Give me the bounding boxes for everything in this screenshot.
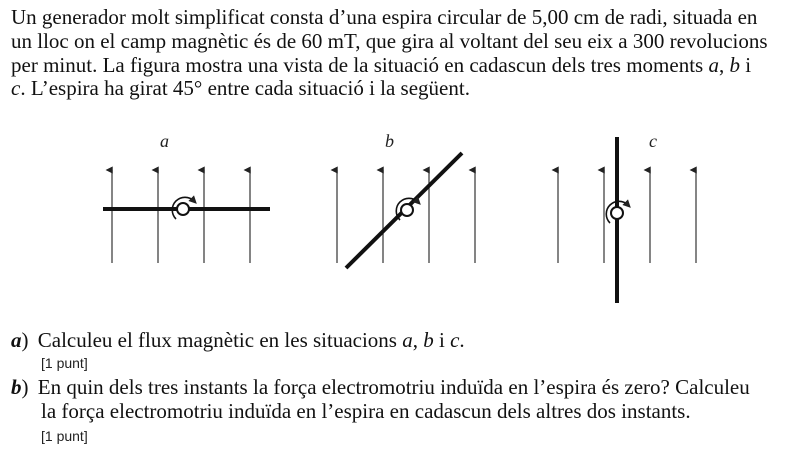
- question-a: a) Calculeu el flux magnètic en les situacions a, b i c.: [11, 328, 465, 352]
- points-b: [1 punt]: [41, 428, 88, 444]
- question-b: b) En quin dels tres instants la força electromotriu induïda en l’espira és zero? Calculeu: [11, 375, 750, 399]
- intro-line-1: Un generador molt simplificat consta d’una espira circular de 5,00 cm de radi, situada en: [11, 5, 758, 29]
- intro-line-4: c. L’espira ha girat 45° entre cada situació i la següent.: [11, 76, 470, 101]
- field-lines-c: [558, 170, 696, 263]
- situation-a: [103, 131, 270, 263]
- question-b-line-2: la força electromotriu induïda en l’espira en cadascun dels altres dos instants.: [41, 399, 691, 423]
- situation-b: [337, 131, 475, 268]
- intro-line-3: per minut. La figura mostra una vista de la situació en cadascun dels tres moments a, b i: [11, 52, 752, 77]
- label-a: a: [160, 131, 169, 151]
- figure-loop-positions: [0, 125, 801, 310]
- intro-line-2: un lloc on el camp magnètic és de 60 mT, que gira al voltant del seu eix a 300 revolucions: [11, 28, 768, 53]
- situation-c: [558, 131, 696, 303]
- label-c: c: [649, 131, 657, 151]
- problem-statement: [11, 6, 796, 101]
- field-lines-a: [112, 170, 250, 263]
- label-b: b: [385, 131, 394, 151]
- points-a: [1 punt]: [41, 355, 88, 371]
